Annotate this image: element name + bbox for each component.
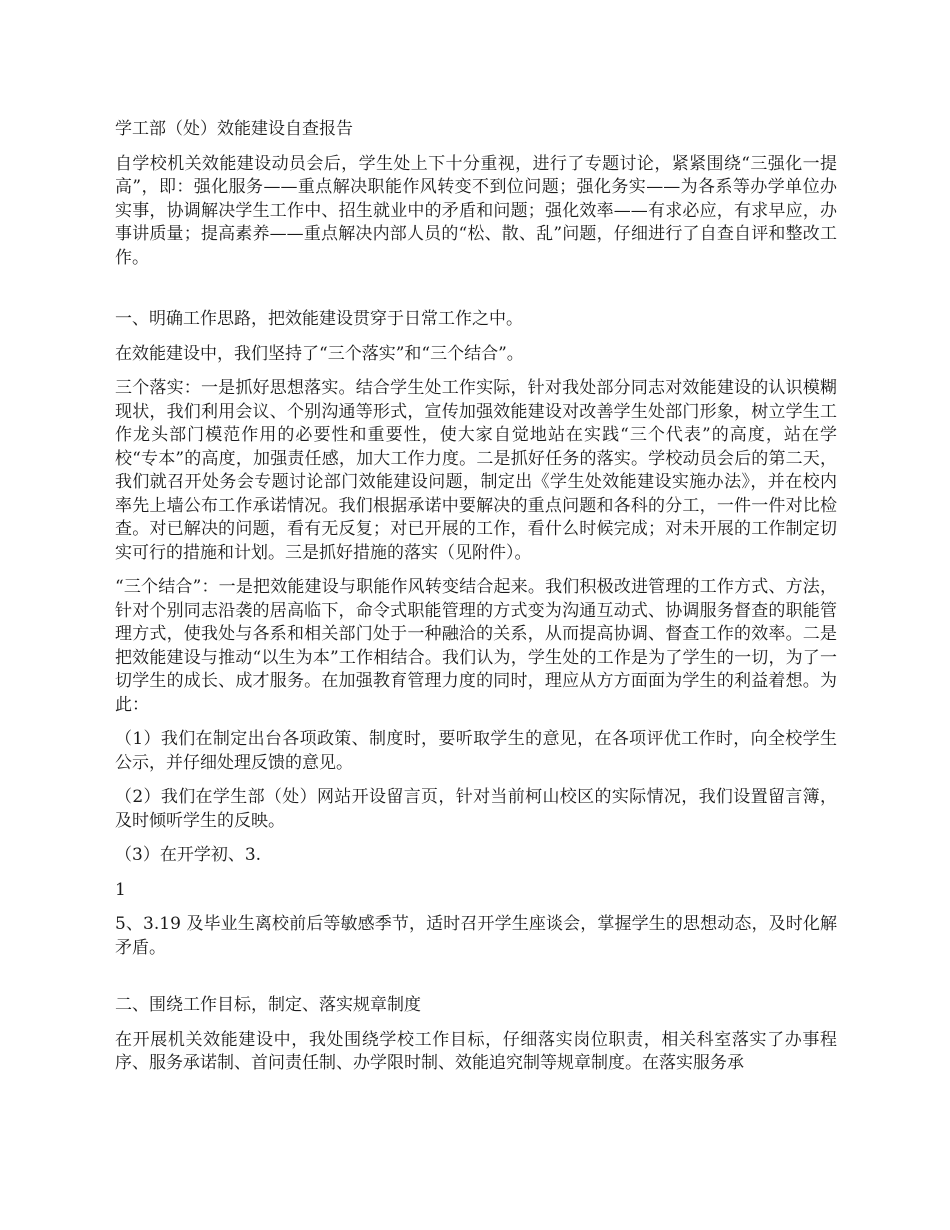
three-implementations-paragraph: 三个落实：一是抓好思想落实。结合学生处工作实际，针对我处部分同志对效能建设的认识模糊现状，我们利用会议、个别沟通等形式，宣传加强效能建设对改善学生处部门形象，树立学生工作龙头部门模范作用的必要性和重要性，使大家自觉地站在实践“三个代表”的高度，站在学校“专本”的高度，加强责任感，加大工作力度。二是抓好任务的落实。学校动员会后的第二天，我们就召开处务会专题讨论部门效能建设问题，制定出《学生处效能建设实施办法》，并在校内率先上墙公布工作承诺情况。我们根据承诺中要解决的重点问题和各科的分工，一件一件对比检查。对已解决的问题，看有无反复；对已开展的工作，看什么时候完成；对未开展的工作制定切实可行的措施和计划。三是抓好措施的落实（见附件）。	[115, 378, 837, 563]
list-item-3: （3）在开学初、3.	[115, 845, 262, 865]
document-page	[115, 118, 837, 1087]
document-title: 学工部（处）效能建设自查报告	[115, 119, 353, 139]
section-1-lead: 在效能建设中，我们坚持了“三个落实”和“三个结合”。	[115, 343, 524, 364]
list-item-3-continued: 5、3.19 及毕业生离校前后等敏感季节，适时召开学生座谈会，掌握学生的思想动态，及时化解矛盾。	[115, 914, 837, 958]
list-item-2: （2）我们在学生部（处）网站开设留言页，针对当前柯山校区的实际情况，我们设置留言簿，及时倾听学生的反映。	[115, 787, 837, 831]
three-combinations-paragraph: “三个结合”：一是把效能建设与职能作风转变结合起来。我们积极改进管理的工作方式、方法，针对个别同志沿袭的居高临下，命令式职能管理的方式变为沟通互动式、协调服务督查的职能管理方式，使我处与各系和相关部门处于一种融洽的关系，从而提高协调、督查工作的效率。二是把效能建设与推动“以生为本”工作相结合。我们认为，学生处的工作是为了学生的一切，为了一切学生的成长、成才服务。在加强教育管理力度的同时，理应从方方面面为学生的利益着想。为此：	[115, 577, 837, 715]
intro-paragraph: 自学校机关效能建设动员会后，学生处上下十分重视，进行了专题讨论，紧紧围绕“三强化一提高”，即：强化服务——重点解决职能作风转变不到位问题；强化务实——为各系等办学单位办实事，协调解决学生工作中、招生就业中的矛盾和问题；强化效率——有求必应，有求早应，办事讲质量；提高素养——重点解决内部人员的“松、散、乱”问题，仔细进行了自查自评和整改工作。	[115, 153, 837, 268]
section-1-heading: 一、明确工作思路，把效能建设贯穿于日常工作之中。	[115, 309, 523, 329]
section-2-heading: 二、围绕工作目标，制定、落实规章制度	[115, 995, 421, 1015]
list-item-1: （1）我们在制定出台各项政策、制度时，要听取学生的意见，在各项评优工作时，向全校学生公示，并仔细处理反馈的意见。	[115, 729, 837, 773]
section-2-body: 在开展机关效能建设中，我处围绕学校工作目标，仔细落实岗位职责，相关科室落实了办事程序、服务承诺制、首问责任制、办学限时制、效能追究制等规章制度。在落实服务承	[115, 1029, 837, 1073]
page-number: 1	[115, 879, 126, 900]
